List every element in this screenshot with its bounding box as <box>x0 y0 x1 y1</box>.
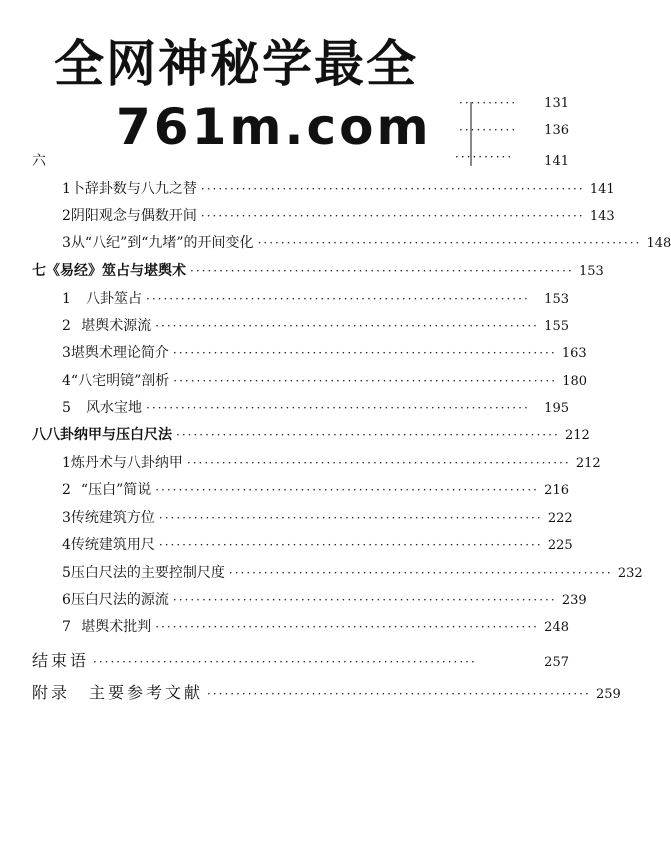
toc-number: 1 <box>62 291 71 307</box>
toc-leader: ·········· <box>459 96 518 110</box>
toc-label: 阴阳观念与偶数开间 <box>70 208 197 224</box>
toc-chapter-7[interactable] <box>32 260 604 280</box>
toc-leader: ·································································· <box>228 566 613 580</box>
toc-row[interactable] <box>62 178 615 198</box>
toc-label: 从“八纪”到“九堵”的开间变化 <box>70 235 254 251</box>
toc-page: 212 <box>575 456 601 471</box>
toc-page: 153 <box>578 264 604 279</box>
toc-page: 155 <box>544 319 569 334</box>
toc-page: 163 <box>561 346 587 361</box>
toc-page: 232 <box>617 566 643 581</box>
toc-label: 结束语 <box>32 651 90 670</box>
toc-label: 卜辞卦数与八九之替 <box>70 181 197 197</box>
toc-number: 5 <box>62 565 71 581</box>
toc-label: 堪舆术理论简介 <box>70 345 169 361</box>
toc-leader: ·································································· <box>146 401 530 415</box>
toc-leader: ·········· <box>459 123 518 137</box>
toc-leader: ·································································· <box>155 319 539 333</box>
toc-row[interactable] <box>62 589 587 609</box>
toc-number: 1 <box>62 455 71 471</box>
toc-row[interactable] <box>62 370 588 390</box>
toc-page: 212 <box>564 428 590 443</box>
toc-chapter-number: 八 <box>32 427 46 443</box>
toc-row[interactable] <box>62 288 569 308</box>
toc-leader: ·································································· <box>155 620 539 634</box>
toc-page: 239 <box>561 593 587 608</box>
toc-row[interactable] <box>62 479 569 499</box>
toc-row[interactable] <box>62 534 573 554</box>
toc-number: 2 <box>62 482 71 498</box>
toc-leader: ·································································· <box>257 236 642 250</box>
toc-page: 136 <box>544 123 569 138</box>
toc-number: 7 <box>62 619 71 635</box>
toc-page: 143 <box>589 209 615 224</box>
toc-page: 248 <box>544 620 569 635</box>
toc-row[interactable] <box>62 397 569 417</box>
toc-page: 148 <box>646 236 671 251</box>
toc-leader: ·································································· <box>176 428 560 442</box>
toc-row[interactable] <box>62 232 671 252</box>
toc-label: 堪舆术批判 <box>81 619 152 635</box>
toc-page: 141 <box>544 154 569 169</box>
toc-page: 131 <box>544 96 569 111</box>
toc-page: 153 <box>544 292 569 307</box>
toc-row[interactable] <box>62 315 569 335</box>
toc-leader: ·································································· <box>146 292 530 306</box>
toc-label: 八卦筮占 <box>86 291 142 307</box>
watermark-url: 761m.com <box>116 98 432 156</box>
toc-leader: ·································································· <box>172 346 557 360</box>
toc-label: 炼丹术与八卦纳甲 <box>70 455 183 471</box>
toc-leader: ·································································· <box>173 374 558 388</box>
toc-label: 附录 主要参考文献 <box>32 683 204 702</box>
toc-page: 195 <box>544 401 569 416</box>
toc-number: 1 <box>62 181 71 197</box>
toc-number: 4 <box>62 373 71 389</box>
toc-row[interactable] <box>62 452 601 472</box>
toc-chapter-number: 七 <box>32 263 46 279</box>
toc-appendix[interactable] <box>32 680 621 703</box>
toc-label: “八宅明镜”剖析 <box>70 373 170 389</box>
toc-number: 2 <box>62 318 71 334</box>
toc-leader: ·································································· <box>207 687 591 701</box>
watermark <box>40 14 432 164</box>
toc-leader: ·········· <box>455 150 514 164</box>
toc-number: 3 <box>62 510 71 526</box>
toc-chapter-8[interactable] <box>32 424 590 444</box>
toc-label: 压白尺法的主要控制尺度 <box>70 565 225 581</box>
toc-number: 4 <box>62 537 71 553</box>
toc-label: 压白尺法的源流 <box>70 592 169 608</box>
toc-row-partial-1[interactable] <box>455 96 569 111</box>
toc-chapter-number: 六 <box>32 153 46 169</box>
toc-row-partial-2[interactable] <box>455 123 569 138</box>
toc-number: 2 <box>62 208 71 224</box>
toc-label: 传统建筑用尺 <box>70 537 155 553</box>
toc-label: 《易经》筮占与堪舆术 <box>46 263 186 279</box>
toc-label: “压白”简说 <box>80 482 152 498</box>
toc-leader: ·································································· <box>190 264 574 278</box>
toc-label: 风水宝地 <box>86 400 142 416</box>
toc-number: 5 <box>62 400 71 416</box>
toc-leader: ·································································· <box>93 655 477 669</box>
toc-label: 堪舆术源流 <box>81 318 152 334</box>
toc-chapter-6[interactable] <box>32 150 569 170</box>
toc-row[interactable] <box>62 562 643 582</box>
toc-row[interactable] <box>62 205 615 225</box>
watermark-title: 全网神秘学最全 <box>54 35 418 93</box>
toc-row[interactable] <box>62 616 569 636</box>
toc-leader: ·································································· <box>172 593 557 607</box>
toc-leader: ·································································· <box>158 538 543 552</box>
toc-leader: ·································································· <box>186 456 571 470</box>
toc-row[interactable] <box>62 342 587 362</box>
toc-page: 180 <box>562 374 588 389</box>
toc-number: 3 <box>62 235 71 251</box>
toc-page: 222 <box>547 511 573 526</box>
toc-page: 257 <box>544 655 569 670</box>
toc-label: 传统建筑方位 <box>70 510 155 526</box>
toc-epilogue[interactable] <box>32 648 569 671</box>
toc-row[interactable] <box>62 507 573 527</box>
toc-leader: ·································································· <box>200 182 585 196</box>
toc-page: 216 <box>544 483 569 498</box>
toc-leader: ·································································· <box>155 483 539 497</box>
toc-leader: ·································································· <box>200 209 585 223</box>
toc-page: 141 <box>589 182 615 197</box>
toc-page: 259 <box>595 687 621 702</box>
toc-page: 225 <box>547 538 573 553</box>
toc-leader: ·································································· <box>158 511 543 525</box>
toc-label: 八卦纳甲与压白尺法 <box>46 427 172 443</box>
toc-number: 3 <box>62 345 71 361</box>
toc-number: 6 <box>62 592 71 608</box>
